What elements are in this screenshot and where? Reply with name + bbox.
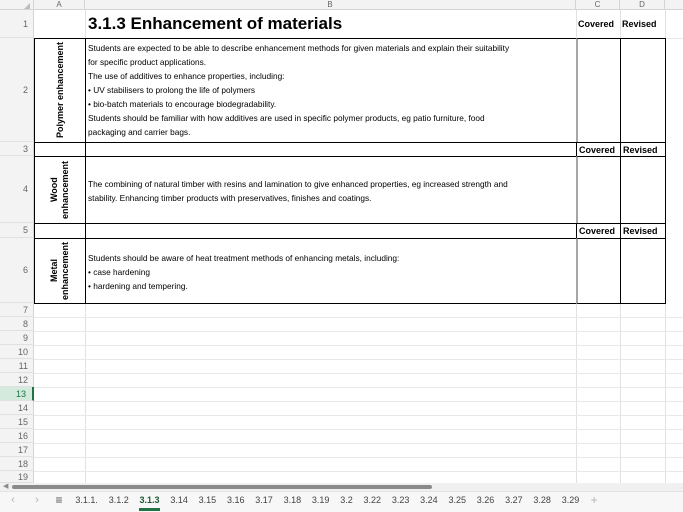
description-line: Students should be aware of heat treatment methods of enhancing metals, including:	[88, 253, 400, 263]
description-line: stability. Enhancing timber products with preservatives, finishes and coatings.	[88, 193, 372, 203]
metal-label-line1: Metal	[49, 259, 59, 283]
polymer-label: Polymer enhancement	[54, 42, 65, 139]
revised-header[interactable]: Revised	[622, 19, 657, 29]
metal-revised-header[interactable]: Revised	[620, 223, 666, 239]
description-line: for specific product applications.	[88, 57, 207, 67]
wood-covered-header[interactable]: Covered	[576, 142, 621, 157]
description-line: Students should be familiar with how additives are used in specific polymer products, eg patio furniture, food	[88, 113, 485, 123]
description-line: packaging and carrier bags.	[88, 127, 191, 137]
sheet-tab[interactable]: 3.1.1.	[75, 495, 98, 505]
description-line: • hardening and tempering.	[88, 281, 188, 291]
gridline	[34, 317, 683, 318]
sheet-tab[interactable]: 3.27	[505, 495, 523, 505]
column-header-d[interactable]: D	[620, 0, 665, 10]
wood-label-line2: enhancement	[60, 160, 70, 220]
sheet-tab-active[interactable]: 3.1.3	[134, 491, 165, 512]
row-header-13-selected[interactable]: 13	[0, 387, 34, 401]
wood-label-cell[interactable]	[34, 156, 86, 224]
sheet-tab[interactable]: 3.26	[476, 495, 495, 505]
select-all-corner[interactable]	[0, 0, 34, 10]
add-sheet-icon[interactable]: +	[590, 493, 598, 507]
horizontal-scrollbar-thumb[interactable]	[12, 485, 432, 489]
description-line: • bio-batch materials to encourage biodegradability.	[88, 99, 277, 109]
wood-label-line1: Wood	[49, 177, 59, 203]
wood-description-cell[interactable]	[85, 156, 577, 224]
sheet-tab[interactable]: 3.17	[255, 495, 273, 505]
gridline	[34, 401, 683, 402]
row5-a-cell[interactable]	[34, 223, 86, 239]
row-header-7[interactable]: 7	[0, 303, 34, 317]
gridline	[34, 471, 683, 472]
row3-b-cell[interactable]	[85, 142, 577, 157]
prev-sheet-icon[interactable]: ‹	[11, 494, 15, 506]
metal-covered-header[interactable]: Covered	[576, 223, 621, 239]
gridline	[34, 429, 683, 430]
column-header-b[interactable]: B	[85, 0, 576, 10]
row-header-19[interactable]: 19	[0, 471, 34, 483]
row-header-11[interactable]: 11	[0, 359, 34, 373]
gridline	[34, 359, 683, 360]
gridline	[34, 345, 683, 346]
sheet-tab[interactable]: 3.19	[311, 495, 330, 505]
polymer-description-cell[interactable]	[85, 38, 577, 143]
row-header-5[interactable]: 5	[0, 223, 34, 238]
row-header-8[interactable]: 8	[0, 317, 34, 331]
row-header-18[interactable]: 18	[0, 457, 34, 471]
row-header-10[interactable]: 10	[0, 345, 34, 359]
all-sheets-menu-icon[interactable]: ≡	[55, 493, 63, 507]
metal-revised-cell[interactable]	[620, 238, 666, 304]
row3-a-cell[interactable]	[34, 142, 86, 157]
row-header-1[interactable]: 1	[0, 10, 34, 38]
sheet-tab[interactable]: 3.29	[561, 495, 580, 505]
description-line: • case hardening	[88, 267, 150, 277]
scroll-left-arrow-icon[interactable]: ◀	[3, 483, 9, 490]
row-header-12[interactable]: 12	[0, 373, 34, 387]
wood-revised-header[interactable]: Revised	[620, 142, 666, 157]
row5-b-cell[interactable]	[85, 223, 577, 239]
sheet-tab[interactable]: 3.23	[391, 495, 410, 505]
select-all-triangle-icon	[24, 3, 30, 9]
wood-label	[49, 161, 71, 219]
polymer-revised-cell[interactable]	[620, 38, 666, 143]
row-header-17[interactable]: 17	[0, 443, 34, 457]
sheet-tab[interactable]: 3.1.2	[108, 495, 129, 505]
sheet-tab[interactable]: 3.25	[448, 495, 466, 505]
sheet-tab[interactable]: 3.28	[533, 495, 551, 505]
description-line: Students are expected to be able to describe enhancement methods for given materials and explain their suitability	[88, 43, 510, 53]
sheet-tab[interactable]: 3.22	[363, 495, 382, 505]
polymer-label-cell[interactable]	[34, 38, 86, 143]
row-header-16[interactable]: 16	[0, 429, 34, 443]
metal-label-cell[interactable]	[34, 238, 86, 304]
column-header-c[interactable]: C	[576, 0, 620, 10]
metal-label-line2: enhancement	[60, 241, 70, 301]
gridline	[34, 331, 683, 332]
row-header-6[interactable]: 6	[0, 238, 34, 303]
polymer-covered-cell[interactable]	[576, 38, 621, 143]
row-header-2[interactable]: 2	[0, 38, 34, 142]
row-header-3[interactable]: 3	[0, 142, 34, 156]
row-header-14[interactable]: 14	[0, 401, 34, 415]
gridline	[34, 387, 683, 388]
row-header-9[interactable]: 9	[0, 331, 34, 345]
sheet-title[interactable]: 3.1.3 Enhancement of materials	[88, 14, 343, 33]
metal-label	[49, 242, 71, 300]
next-sheet-icon[interactable]: ›	[35, 494, 39, 506]
gridline	[34, 443, 683, 444]
sheet-tab[interactable]: 3.18	[283, 495, 302, 505]
gridline	[34, 373, 683, 374]
covered-header[interactable]: Covered	[578, 19, 615, 29]
sheet-tab[interactable]: 3.16	[226, 495, 245, 505]
description-line: The use of additives to enhance properties, including:	[88, 71, 285, 81]
row-header-15[interactable]: 15	[0, 415, 34, 429]
sheet-tab[interactable]: 3.24	[420, 495, 438, 505]
description-line: The combining of natural timber with resins and lamination to give enhanced properties, eg increased strength and	[88, 179, 508, 189]
row-header-4[interactable]: 4	[0, 156, 34, 223]
wood-covered-cell[interactable]	[576, 156, 621, 224]
sheet-tab[interactable]: 3.14	[170, 495, 188, 505]
wood-revised-cell[interactable]	[620, 156, 666, 224]
metal-description-cell[interactable]	[85, 238, 577, 304]
column-header-a[interactable]: A	[34, 0, 85, 10]
gridline	[34, 457, 683, 458]
description-line: • UV stabilisers to prolong the life of polymers	[88, 85, 256, 95]
gridline	[34, 415, 683, 416]
sheet-tab[interactable]: 3.15	[198, 495, 217, 505]
metal-covered-cell[interactable]	[576, 238, 621, 304]
sheet-tabs	[70, 491, 604, 512]
sheet-tab[interactable]: 3.2	[340, 495, 353, 505]
